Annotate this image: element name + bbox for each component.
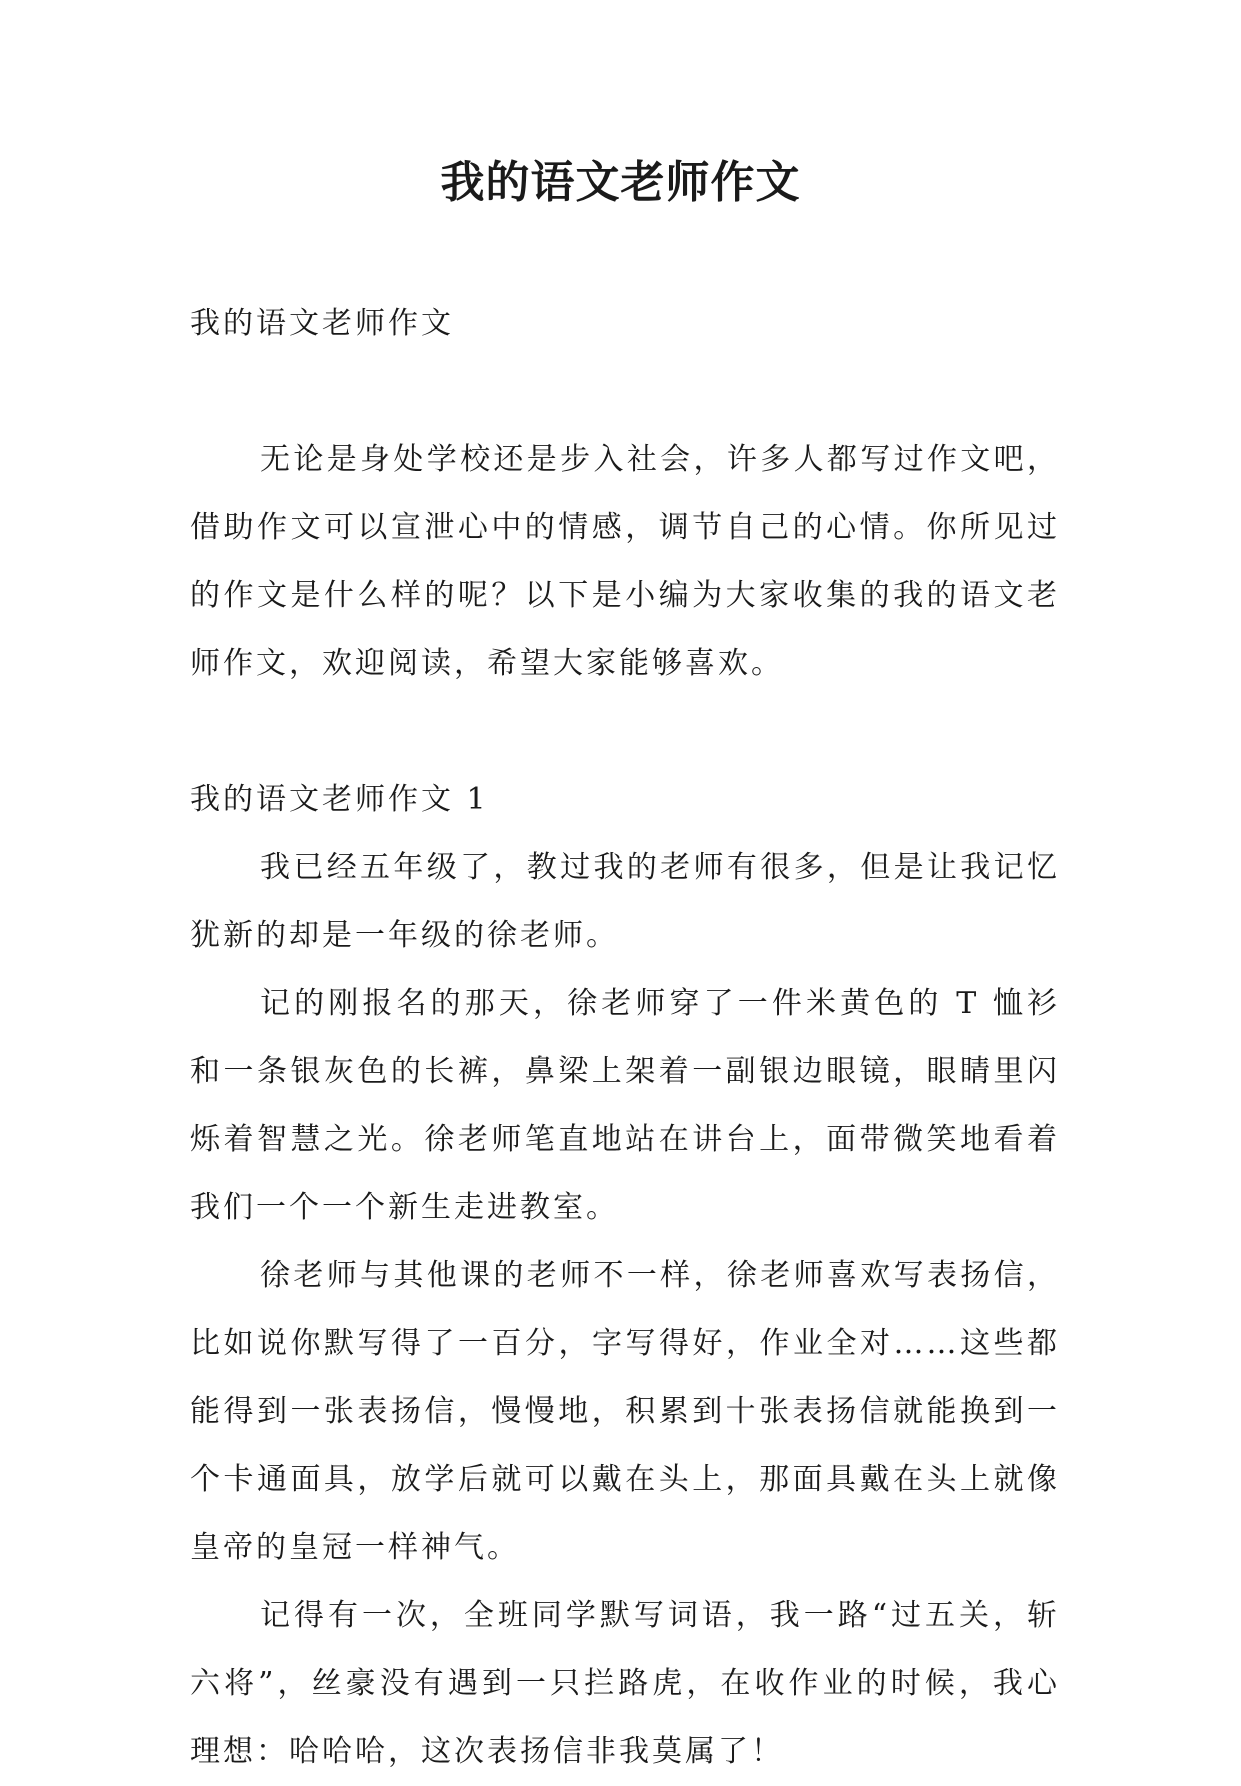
body-paragraph-2: 记的刚报名的那天，徐老师穿了一件米黄色的 T 恤衫和一条银灰色的长裤，鼻梁上架着一副银边眼镜，眼睛里闪烁着智慧之光。徐老师笔直地站在讲台上，面带微笑地看着我们一个一个新生走进教室。 <box>190 986 1060 1225</box>
document-title: 我的语文老师作文 <box>440 157 801 208</box>
section-heading: 我的语文老师作文 1 <box>190 782 489 817</box>
body-paragraph-1: 我已经五年级了，教过我的老师有很多，但是让我记忆犹新的却是一年级的徐老师。 <box>190 850 1060 953</box>
body-paragraph-3: 徐老师与其他课的老师不一样，徐老师喜欢写表扬信，比如说你默写得了一百分，字写得好，作业全对……这些都能得到一张表扬信，慢慢地，积累到十张表扬信就能换到一个卡通面具，放学后就可以戴在头上，那面具戴在头上就像皇帝的皇冠一样神气。 <box>190 1258 1060 1565</box>
document-body <box>190 290 1060 1786</box>
document-subtitle: 我的语文老师作文 <box>190 306 454 341</box>
body-paragraph-4: 记得有一次，全班同学默写词语，我一路“过五关，斩六将”，丝豪没有遇到一只拦路虎，在收作业的时候，我心理想：哈哈哈，这次表扬信非我莫属了！ <box>190 1598 1060 1769</box>
intro-paragraph: 无论是身处学校还是步入社会，许多人都写过作文吧，借助作文可以宣泄心中的情感，调节自己的心情。你所见过的作文是什么样的呢？以下是小编为大家收集的我的语文老师作文，欢迎阅读，希望大家能够喜欢。 <box>190 442 1060 681</box>
